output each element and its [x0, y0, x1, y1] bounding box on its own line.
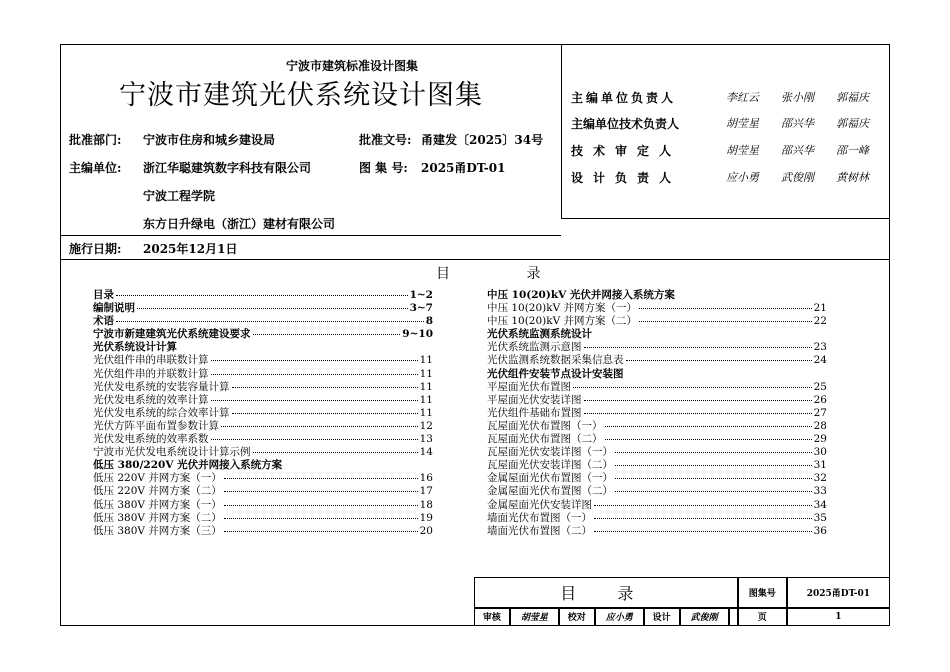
toc-entry[interactable] [93, 315, 433, 328]
toc-dot-leader [605, 439, 812, 440]
toc-dot-leader [573, 387, 812, 388]
designer-signature: 武俊刚 [680, 608, 729, 626]
toc-entry-title: 低压 220V 并网方案（一） [93, 472, 222, 485]
toc-entry-page: 29 [813, 433, 827, 446]
toc-entry[interactable] [93, 381, 433, 394]
toc-entry[interactable] [487, 459, 827, 472]
toc-entry[interactable] [93, 499, 433, 512]
toc-dot-leader [615, 478, 812, 479]
checker-label: 校对 [559, 608, 595, 626]
toc-dot-leader [584, 413, 812, 414]
editor-unit-3: 东方日升绿电（浙江）建材有限公司 [143, 217, 336, 231]
signature: 黄树林 [836, 171, 869, 184]
toc-dot-leader [594, 518, 812, 519]
toc-entry[interactable] [487, 420, 827, 433]
toc-entry-title: 编制说明 [93, 302, 135, 315]
toc-entry-title: 瓦屋面光伏安装详图（一） [487, 446, 613, 459]
toc-dot-leader [211, 360, 418, 361]
toc-entry-page: 35 [813, 511, 827, 524]
sig-label-2: 主编单位技术负责人 [571, 117, 680, 131]
toc-entry[interactable] [93, 472, 433, 485]
toc-left-column [93, 289, 433, 538]
page-number: 1 [787, 608, 890, 626]
editor-label: 主编单位: [69, 161, 122, 175]
toc-dot-leader [605, 426, 812, 427]
toc-entry-title: 光伏监测系统数据采集信息表 [487, 354, 624, 367]
sig-label-4: 设计负责人 [571, 171, 682, 185]
toc-entry[interactable] [93, 354, 433, 367]
toc-dot-leader [253, 452, 418, 453]
toc-dot-leader [211, 374, 418, 375]
toc-dot-leader [639, 308, 812, 309]
approval-doc-label: 批准文号: [359, 133, 412, 147]
toc-entry-title: 平屋面光伏布置图 [487, 380, 571, 393]
toc-dot-leader [211, 400, 418, 401]
signature: 郭福庆 [836, 117, 869, 130]
toc-entry-title: 宁波市光伏发电系统设计计算示例 [93, 446, 251, 459]
toc-entry-title: 术语 [93, 315, 114, 328]
signature: 武俊刚 [781, 171, 814, 184]
titleblock-atlas-label: 图集号 [738, 577, 787, 608]
toc-entry-page: 16 [419, 472, 433, 485]
toc-entry-title: 墙面光伏布置图（二） [487, 524, 592, 537]
toc-dot-leader [584, 347, 812, 348]
toc-entry-title: 金属屋面光伏安装详图 [487, 498, 592, 511]
toc-entry-page: 23 [813, 341, 827, 354]
toc-entry-page: 34 [813, 498, 827, 511]
toc-entry[interactable] [487, 472, 827, 485]
toc-entry[interactable] [487, 446, 827, 459]
atlas-no: 2025甬DT-01 [421, 161, 506, 175]
toc-entry-title: 低压 380/220V 光伏并网接入系统方案 [93, 459, 283, 472]
toc-entry[interactable] [93, 302, 433, 315]
toc-entry-title: 光伏发电系统的效率计算 [93, 393, 209, 406]
toc-entry-title: 光伏发电系统的效率系数 [93, 433, 209, 446]
toc-entry-page: 11 [419, 367, 433, 380]
toc-dot-leader [626, 360, 812, 361]
toc-entry[interactable] [93, 407, 433, 420]
titleblock-atlas-no: 2025甬DT-01 [787, 577, 890, 608]
series-name: 宁波市建筑标准设计图集 [286, 59, 419, 73]
toc-entry-page: 20 [419, 524, 433, 537]
toc-dot-leader [224, 518, 418, 519]
toc-entry-page: 24 [813, 354, 827, 367]
toc-entry-page: 25 [813, 380, 827, 393]
toc-entry-title: 中压 10(20)kV 并网方案（二） [487, 315, 638, 328]
approval-dept-label: 批准部门: [69, 133, 122, 147]
toc-dot-leader [211, 439, 418, 440]
toc-entry[interactable] [93, 368, 433, 381]
signature-bottom-line [561, 218, 889, 219]
signature: 邵兴华 [781, 144, 814, 157]
toc-entry-title: 光伏发电系统的综合效率计算 [93, 406, 230, 419]
toc-entry-title: 宁波市新建建筑光伏系统建设要求 [93, 328, 251, 341]
toc-entry[interactable] [487, 289, 827, 302]
approval-dept: 宁波市住房和城乡建设局 [143, 133, 276, 147]
toc-entry-page: 33 [813, 485, 827, 498]
toc-entry-title: 光伏方阵平面布置参数计算 [93, 419, 219, 432]
toc-entry-title: 光伏系统监测示意图 [487, 341, 582, 354]
drawing-frame [60, 44, 890, 626]
toc-entry-title: 光伏发电系统的安装容量计算 [93, 380, 230, 393]
toc-entry[interactable] [93, 394, 433, 407]
page-title: 宁波市建筑光伏系统设计图集 [119, 80, 483, 111]
toc-entry-page: 3~7 [409, 302, 433, 315]
toc-entry-page: 11 [419, 393, 433, 406]
toc-entry[interactable] [93, 459, 433, 472]
toc-entry-page: 11 [419, 380, 433, 393]
signature: 郭福庆 [836, 91, 869, 104]
toc-entry[interactable] [93, 512, 433, 525]
toc-entry-title: 中压 10(20)kV 并网方案（一） [487, 302, 638, 315]
toc-entry-page: 18 [419, 498, 433, 511]
toc-dot-leader [224, 491, 418, 492]
toc-entry-title: 光伏组件基础布置图 [487, 406, 582, 419]
effective-date: 2025年12月1日 [143, 242, 238, 256]
reviewer-label: 审核 [474, 608, 510, 626]
toc-dot-leader [116, 295, 408, 296]
editor-unit-1: 浙江华聪建筑数字科技有限公司 [143, 161, 312, 175]
toc-entry[interactable] [487, 485, 827, 498]
toc-entry-title: 中压 10(20)kV 光伏并网接入系统方案 [487, 289, 675, 301]
toc-entry-title: 低压 380V 并网方案（三） [93, 524, 222, 537]
toc-entry-page: 30 [813, 446, 827, 459]
toc-dot-leader [584, 400, 812, 401]
checker-signature: 应小勇 [595, 608, 644, 626]
sig-label-3: 技术审定人 [571, 144, 682, 158]
toc-entry-title: 瓦屋面光伏安装详图（二） [487, 459, 613, 472]
effective-date-label: 施行日期: [69, 242, 122, 256]
toc-entry[interactable] [487, 381, 827, 394]
header-vertical-divider [561, 45, 562, 218]
toc-entry[interactable] [487, 328, 827, 341]
toc-entry-page: 28 [813, 419, 827, 432]
toc-entry[interactable] [487, 499, 827, 512]
sig-label-1: 主编单位负责人 [571, 91, 677, 105]
toc-entry[interactable] [487, 394, 827, 407]
toc-dot-leader [594, 505, 812, 506]
page-label: 页 [738, 608, 787, 626]
toc-dot-leader [253, 334, 401, 335]
toc-dot-leader [615, 465, 812, 466]
toc-entry-page: 8 [425, 315, 433, 328]
toc-entry-title: 低压 380V 并网方案（一） [93, 498, 222, 511]
toc-entry-page: 11 [419, 406, 433, 419]
toc-entry-title: 光伏系统设计计算 [93, 341, 177, 354]
toc-dot-leader [639, 321, 812, 322]
header-divider-short [61, 235, 561, 236]
toc-entry[interactable] [487, 302, 827, 315]
toc-entry[interactable] [487, 407, 827, 420]
toc-entry-page: 19 [419, 511, 433, 524]
toc-dot-leader [224, 505, 418, 506]
toc-entry[interactable] [93, 433, 433, 446]
toc-dot-leader [224, 478, 418, 479]
designer-label: 设计 [644, 608, 680, 626]
toc-entry-page: 17 [419, 485, 433, 498]
signature: 胡莹星 [726, 144, 759, 157]
toc-entry-title: 瓦屋面光伏布置图（一） [487, 419, 603, 432]
toc-entry-title: 瓦屋面光伏布置图（二） [487, 433, 603, 446]
toc-entry[interactable] [487, 433, 827, 446]
toc-entry-page: 26 [813, 393, 827, 406]
toc-dot-leader [116, 321, 424, 322]
toc-entry[interactable] [487, 315, 827, 328]
toc-dot-leader [137, 308, 408, 309]
toc-entry-page: 13 [419, 433, 433, 446]
toc-entry-title: 光伏组件串的并联数计算 [93, 367, 209, 380]
toc-entry[interactable] [93, 446, 433, 459]
reviewer-signature: 胡莹星 [510, 608, 559, 626]
toc-entry[interactable] [487, 512, 827, 525]
header-bottom-line [61, 259, 889, 260]
toc-entry-page: 36 [813, 524, 827, 537]
signature: 邵兴华 [781, 117, 814, 130]
toc-entry[interactable] [487, 368, 827, 381]
toc-entry-page: 11 [419, 354, 433, 367]
toc-entry-page: 31 [813, 459, 827, 472]
toc-dot-leader [221, 426, 418, 427]
toc-entry-page: 21 [813, 302, 827, 315]
toc-entry[interactable] [93, 485, 433, 498]
toc-entry-title: 光伏系统监测系统设计 [487, 328, 592, 341]
toc-right-column [487, 289, 827, 538]
toc-dot-leader [615, 491, 812, 492]
toc-entry[interactable] [487, 354, 827, 367]
toc-dot-leader [594, 531, 812, 532]
toc-entry-page: 27 [813, 406, 827, 419]
signature: 胡莹星 [726, 117, 759, 130]
toc-entry-page: 32 [813, 472, 827, 485]
signature: 应小勇 [726, 171, 759, 184]
toc-dot-leader [232, 413, 418, 414]
toc-entry-title: 墙面光伏布置图（一） [487, 511, 592, 524]
signature: 邵一峰 [836, 144, 869, 157]
toc-entry[interactable] [93, 289, 433, 302]
title-block [474, 577, 890, 626]
toc-entry[interactable] [93, 525, 433, 538]
toc-entry[interactable] [93, 420, 433, 433]
toc-title: 目 录 [436, 266, 577, 282]
toc-entry-page: 12 [419, 419, 433, 432]
toc-entry-title: 光伏组件串的串联数计算 [93, 354, 209, 367]
toc-entry-page: 9~10 [402, 328, 433, 341]
toc-entry-title: 低压 380V 并网方案（二） [93, 511, 222, 524]
signature: 张小刚 [781, 91, 814, 104]
toc-entry-page: 1~2 [409, 289, 433, 301]
toc-entry-page: 22 [813, 315, 827, 328]
toc-entry-title: 低压 220V 并网方案（二） [93, 485, 222, 498]
toc-entry-page: 14 [419, 446, 433, 459]
toc-entry-title: 平屋面光伏安装详图 [487, 393, 582, 406]
editor-unit-2: 宁波工程学院 [143, 189, 216, 203]
atlas-no-label: 图 集 号: [359, 161, 408, 175]
toc-dot-leader [224, 531, 418, 532]
toc-entry[interactable] [93, 341, 433, 354]
toc-dot-leader [615, 452, 812, 453]
toc-entry-title: 目录 [93, 289, 114, 301]
toc-entry-title: 金属屋面光伏布置图（二） [487, 485, 613, 498]
toc-entry[interactable] [487, 525, 827, 538]
toc-entry[interactable] [487, 341, 827, 354]
toc-dot-leader [232, 387, 418, 388]
toc-entry-title: 金属屋面光伏布置图（一） [487, 472, 613, 485]
toc-entry[interactable] [93, 328, 433, 341]
titleblock-name: 目 录 [474, 577, 738, 608]
signature: 李红云 [726, 91, 759, 104]
approval-doc: 甬建发〔2025〕34号 [421, 133, 544, 147]
toc-entry-title: 光伏组件安装节点设计安装图 [487, 367, 624, 380]
spacer-cell [729, 608, 738, 626]
